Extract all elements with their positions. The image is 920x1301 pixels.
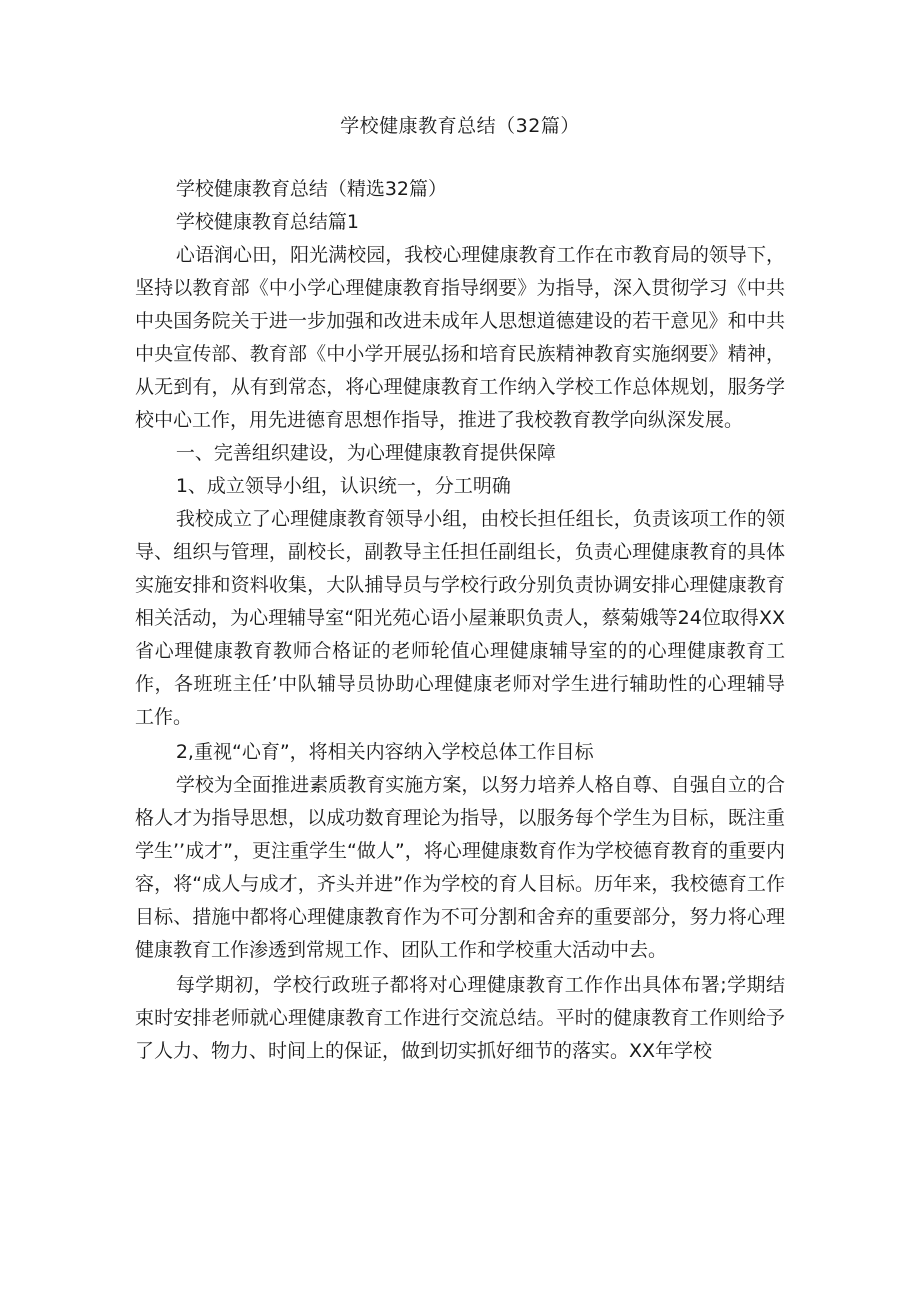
paragraph-intro: 心语润心田，阳光满校园，我校心理健康教育工作在市教育局的领导下，坚持以教育部《中小学心理健康教育指导纲要》为指导，深入贯彻学习《中共中央国务院关于进一步加强和改进未成年人思想道德建设的若干意见》和中共中央宣传部、教育部《中小学开展弘扬和培育民族精神教育实施纲要》精神，从无到有，从有到常态，将心理健康教育工作纳入学校工作总体规划，服务学校中心工作，用先进德育思想作指导，推进了我校教育教学向纵深发展。 (135, 244, 785, 431)
heading-section-1: 一、完善组织建设，为心理健康教育提供保障 (175, 442, 556, 464)
heading-subsection-2: 2,重视“心育”，将相关内容纳入学校总体工作目标 (175, 741, 594, 763)
heading-subsection-1: 1、成立领导小组，认识统一，分工明确 (175, 475, 511, 497)
paragraph-semester: 每学期初，学校行政班子都将对心理健康教育工作作出具体布署;学期结束时安排老师就心理健康教育工作进行交流总结。平时的健康教育工作则给予了人力、物力、时间上的保证，做到切实抓好细节的落实。XX年学校 (135, 974, 785, 1062)
document-title: 学校健康教育总结（32篇） (340, 115, 580, 137)
document-body (135, 173, 785, 1068)
paragraph-goals: 学校为全面推进素质教育实施方案，以努力培养人格自尊、自强自立的合格人才为指导思想，以成功数育理论为指导，以服务每个学生为目标，既注重学生’’成才”，更注重学生“做人”，将心理健康数育作为学校德育教育的重要内容，将“成人与成才，齐头并进”作为学校的育人目标。历年来，我校德育工作目标、措施中都将心理健康教育作为不可分割和舍弃的重要部分，努力将心理健康教育工作渗透到常规工作、团队工作和学校重大活动中去。 (135, 774, 785, 961)
section-title: 学校健康教育总结篇1 (175, 211, 359, 233)
paragraph-leadership-group: 我校成立了心理健康教育领导小组，由校长担任组长，负责该项工作的领导、组织与管理，副校长，副教导主任担任副组长，负责心理健康教育的具体实施安排和资料收集，大队捕导员与学校行政分别负责协调安排心理健康教育相关活动，为心理辅导室“阳光苑心语小屋兼职负责人，蔡菊娥等24位取得XX省心理健康教育教师合格证的老师轮值心理健康辅导室的的心理健康教育工作，各班班主任’中队辅导员协助心理健康老师对学生进行辅助性的心理辅导工作。 (135, 508, 785, 728)
document-subtitle: 学校健康教育总结（精选32篇） (175, 178, 448, 200)
